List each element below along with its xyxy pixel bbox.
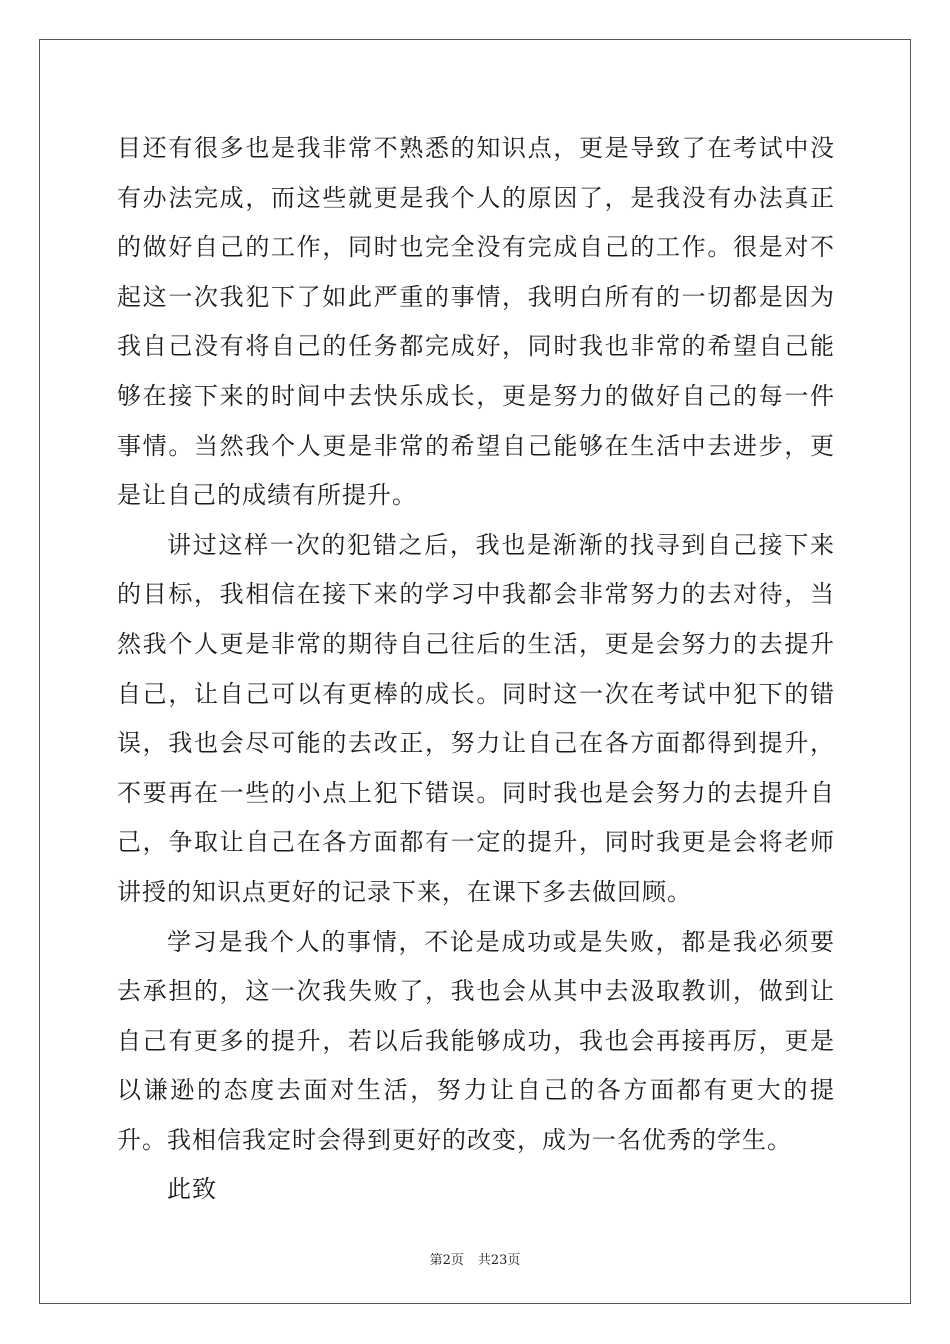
paragraph-1: 目还有很多也是我非常不熟悉的知识点，更是导致了在考试中没有办法完成，而这些就更是我个人的原因了，是我没有办法真正的做好自己的工作，同时也完全没有完成自己的工作。很是对不起这一次我犯下了如此严重的事情，我明白所有的一切都是因为我自己没有将自己的任务都完成好，同时我也非常的希望自己能够在接下来的时间中去快乐成长，更是努力的做好自己的每一件事情。当然我个人更是非常的希望自己能够在生活中去进步，更是让自己的成绩有所提升。	[117, 134, 835, 510]
page-number: 第2页	[429, 1253, 464, 1268]
page-total: 共23页	[477, 1253, 521, 1268]
closing-salutation: 此致	[167, 1175, 217, 1204]
paragraph-2: 讲过这样一次的犯错之后，我也是渐渐的找寻到自己接下来的目标，我相信在接下来的学习中我都会非常努力的去对待，当然我个人更是非常的期待自己往后的生活，更是会努力的去提升自己，让自己可以有更棒的成长。同时这一次在考试中犯下的错误，我也会尽可能的去改正，努力让自己在各方面都得到提升，不要再在一些的小点上犯下错误。同时我也是会努力的去提升自己，争取让自己在各方面都有一定的提升，同时我更是会将老师讲授的知识点更好的记录下来，在课下多去做回顾。	[117, 530, 835, 906]
document-body	[117, 124, 835, 1215]
page-footer	[0, 1249, 950, 1268]
paragraph-3: 学习是我个人的事情，不论是成功或是失败，都是我必须要去承担的，这一次我失败了，我也会从其中去汲取教训，做到让自己有更多的提升，若以后我能够成功，我也会再接再厉，更是以谦逊的态度去面对生活，努力让自己的各方面都有更大的提升。我相信我定时会得到更好的改变，成为一名优秀的学生。	[117, 927, 835, 1154]
